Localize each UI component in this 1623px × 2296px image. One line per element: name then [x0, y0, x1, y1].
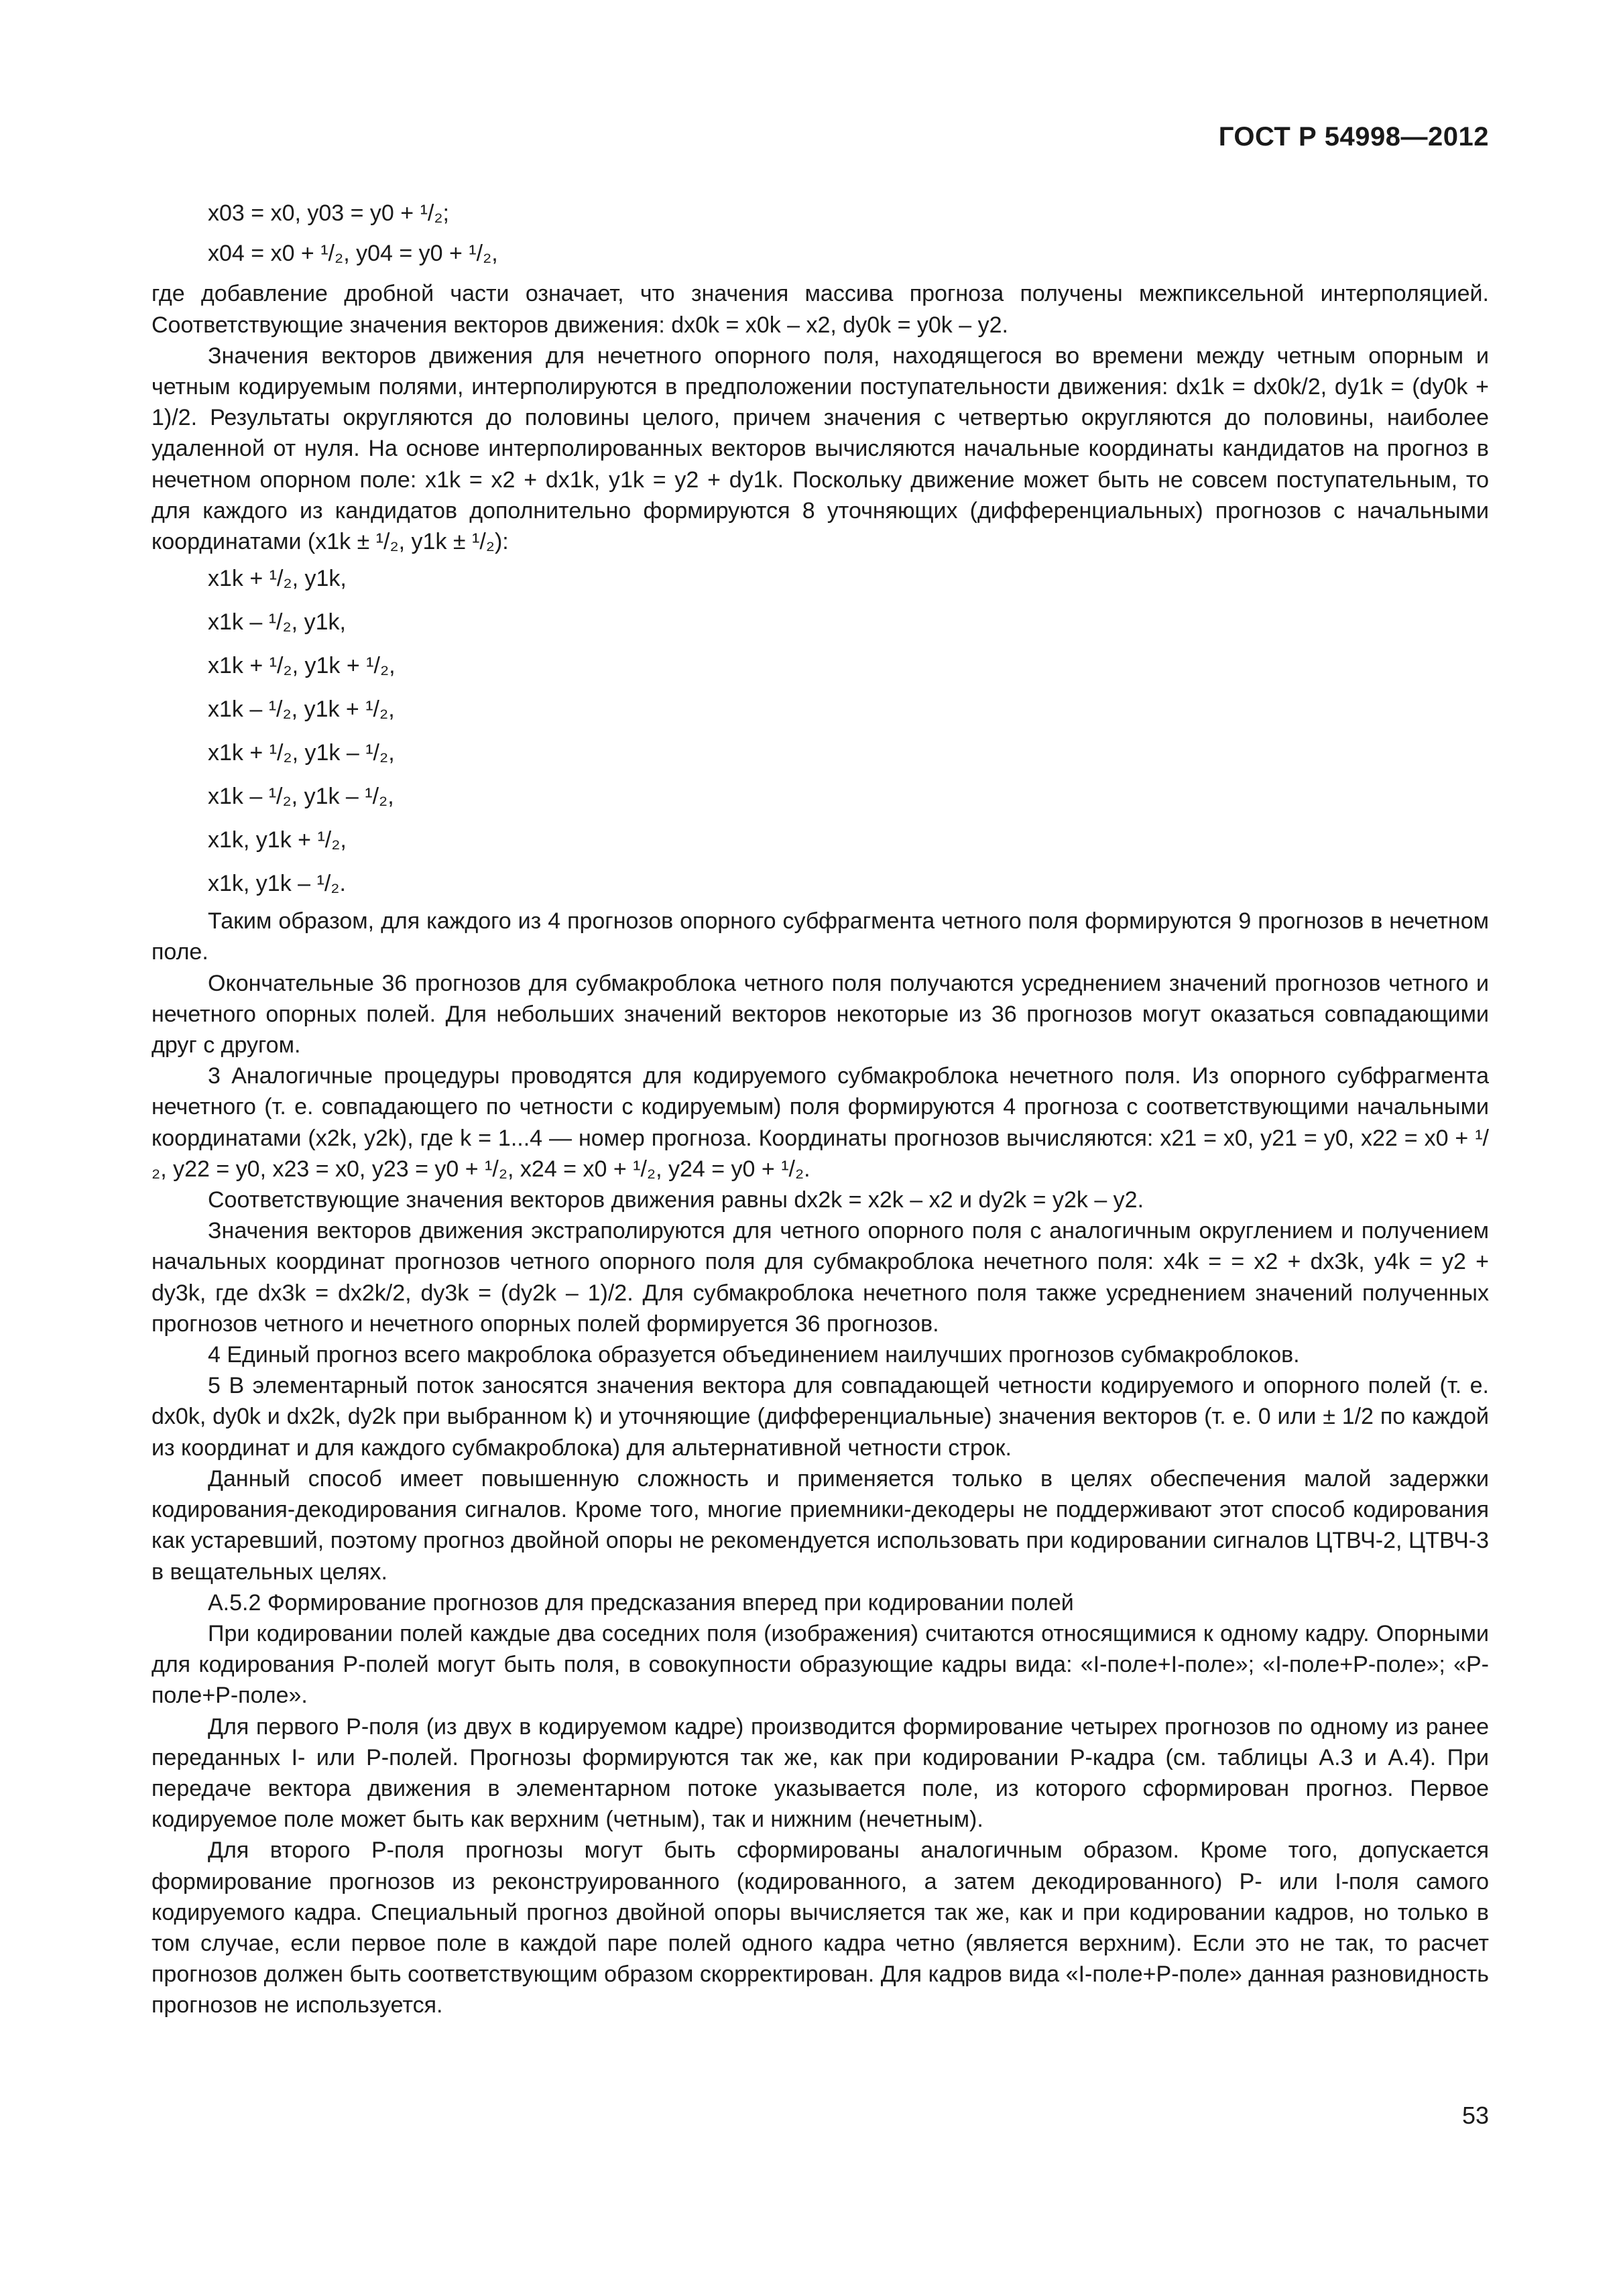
paragraph: Данный способ имеет повышенную сложность и применяется только в целях обеспечения малой задержки кодирования-декодирования сигналов. Кроме того, многие приемники-декодеры не поддерживают этот способ кодирования как устаревший, поэтому прогноз двойной опоры не рекомендуется использовать при кодировании сигналов ЦТВЧ-2, ЦТВЧ-3 в вещательных целях. [152, 1465, 1489, 1585]
page-number: 53 [1461, 2102, 1489, 2129]
paragraph: Соответствующие значения векторов движения равны dx2k = x2k – x2 и dy2k = y2k – y2. [208, 1187, 1144, 1213]
paragraph: Для первого P-поля (из двух в кодируемом кадре) производится формирование четырех прогнозов по одному из ранее переданных I- или P-полей. Прогнозы формируются так же, как при кодировании P-кадра (см. таблицы А.3 и А.4). При передаче вектора движения в элементарном потоке указывается поле, из которого сформирован прогноз. Первое кодируемое поле может быть как верхним (четным), так и нижним (нечетным). [152, 1713, 1489, 1833]
section-heading: А.5.2 Формирование прогнозов для предсказания вперед при кодировании полей [208, 1589, 1074, 1616]
document-header: ГОСТ Р 54998—2012 [1218, 122, 1489, 152]
paragraph: Окончательные 36 прогнозов для субмакроблока четного поля получаются усреднением значений прогнозов четного и нечетного опорных полей. Для небольших значений векторов некоторые из 36 прогнозов могут оказаться совпадающими друг с другом. [152, 970, 1489, 1059]
paragraph: где добавление дробной части означает, что значения массива прогноза получены межпиксельной интерполяцией. Соответствующие значения векторов движения: dx0k = x0k – x2, dy0k = y0k – y2. [152, 281, 1489, 338]
paragraph: Значения векторов движения экстраполируются для четного опорного поля с аналогичным округлением и получением начальных координат прогнозов четного опорного поля для субмакроблока нечетного поля: x4k = = x2 + dx3k, y4k = y2 + dy3k, где dx3k = dx2k/2, dy3k = (dy2k – 1)/2. Для субмакроблока нечетного поля также усреднением значений полученных прогнозов четного и нечетного опорных полей формируется 36 прогнозов. [152, 1218, 1489, 1337]
paragraph: Значения векторов движения для нечетного опорного поля, находящегося во времени между четным опорным и четным кодируемым полями, интерполируются в предположении поступательности движения: dx1k = dx0k/2, dy1k = (dy0k + 1)/2. Результаты округляются до половины целого, причем значения с четвертью округляются до половины, наиболее удаленной от нуля. На основе интерполированных векторов вычисляются начальные координаты кандидатов на прогноз в нечетном опорном поле: x1k = x2 + dx1k, y1k = y2 + dy1k. Поскольку движение может быть не совсем поступательным, то для каждого из кандидатов дополнительно формируются 8 уточняющих (дифференциальных) прогнозов с начальными координатами (x1k ± ¹/₂, y1k ± ¹/₂): [152, 343, 1489, 555]
formula-line: x04 = x0 + ¹/₂, y04 = y0 + ¹/₂, [208, 241, 498, 267]
formula-line: x1k – ¹/₂, y1k – ¹/₂, [208, 784, 394, 810]
formula-line: x1k + ¹/₂, y1k – ¹/₂, [208, 740, 395, 766]
formula-list [152, 557, 1489, 906]
formula-line: x1k – ¹/₂, y1k, [208, 609, 346, 636]
paragraph: Для второго P-поля прогнозы могут быть сформированы аналогичным образом. Кроме того, допускается формирование прогнозов из реконструированного (кодированного, а затем декодированного) P- или I-поля самого кодируемого кадра. Специальный прогноз двойной опоры вычисляется так же, как и при кодировании кадров, но только в том случае, если первое поле в каждой паре полей одного кадра четно (является верхним). Если это не так, то расчет прогнозов должен быть соответствующим образом скорректирован. Для кадров вида «I-поле+P-поле» данная разновидность прогнозов не используется. [152, 1837, 1489, 2018]
paragraph: 4 Единый прогноз всего макроблока образуется объединением наилучших прогнозов субмакроблоков. [208, 1342, 1300, 1368]
paragraph: Таким образом, для каждого из 4 прогнозов опорного субфрагмента четного поля формируются 9 прогнозов в нечетном поле. [152, 908, 1489, 965]
paragraph: 5 В элементарный поток заносятся значения вектора для совпадающей четности кодируемого и опорного полей (т. е. dx0k, dy0k и dx2k, dy2k при выбранном k) и уточняющие (дифференциальные) значения векторов (т. е. 0 или ± 1/2 по каждой из координат и для каждого субмакроблока) для альтернативной четности строк. [152, 1373, 1489, 1461]
paragraph: 3 Аналогичные процедуры проводятся для кодируемого субмакроблока нечетного поля. Из опорного субфрагмента нечетного (т. е. совпадающего по четности с кодируемым) поля формируются 4 прогноза с соответствующими начальными координатами (x2k, y2k), где k = 1...4 — номер прогноза. Координаты прогнозов вычисляются: x21 = x0, y21 = y0, x22 = x0 + ¹/₂, y22 = y0, x23 = x0, y23 = y0 + ¹/₂, x24 = x0 + ¹/₂, y24 = y0 + ¹/₂. [152, 1063, 1489, 1182]
formula-block-top [152, 198, 1489, 278]
formula-line: x03 = x0, y03 = y0 + ¹/₂; [208, 200, 450, 226]
formula-line: x1k – ¹/₂, y1k + ¹/₂, [208, 697, 395, 723]
formula-line: x1k, y1k – ¹/₂. [208, 871, 346, 897]
formula-line: x1k + ¹/₂, y1k, [208, 566, 347, 592]
paragraph: При кодировании полей каждые два соседних поля (изображения) считаются относящимися к одному кадру. Опорными для кодирования P-полей могут быть поля, в совокупности образующие кадры вида: «I-поле+I-поле»; «I-поле+P-поле»; «P-поле+P-поле». [152, 1620, 1489, 1709]
document-body [152, 198, 1489, 2021]
formula-line: x1k, y1k + ¹/₂, [208, 827, 347, 853]
formula-line: x1k + ¹/₂, y1k + ¹/₂, [208, 653, 396, 679]
